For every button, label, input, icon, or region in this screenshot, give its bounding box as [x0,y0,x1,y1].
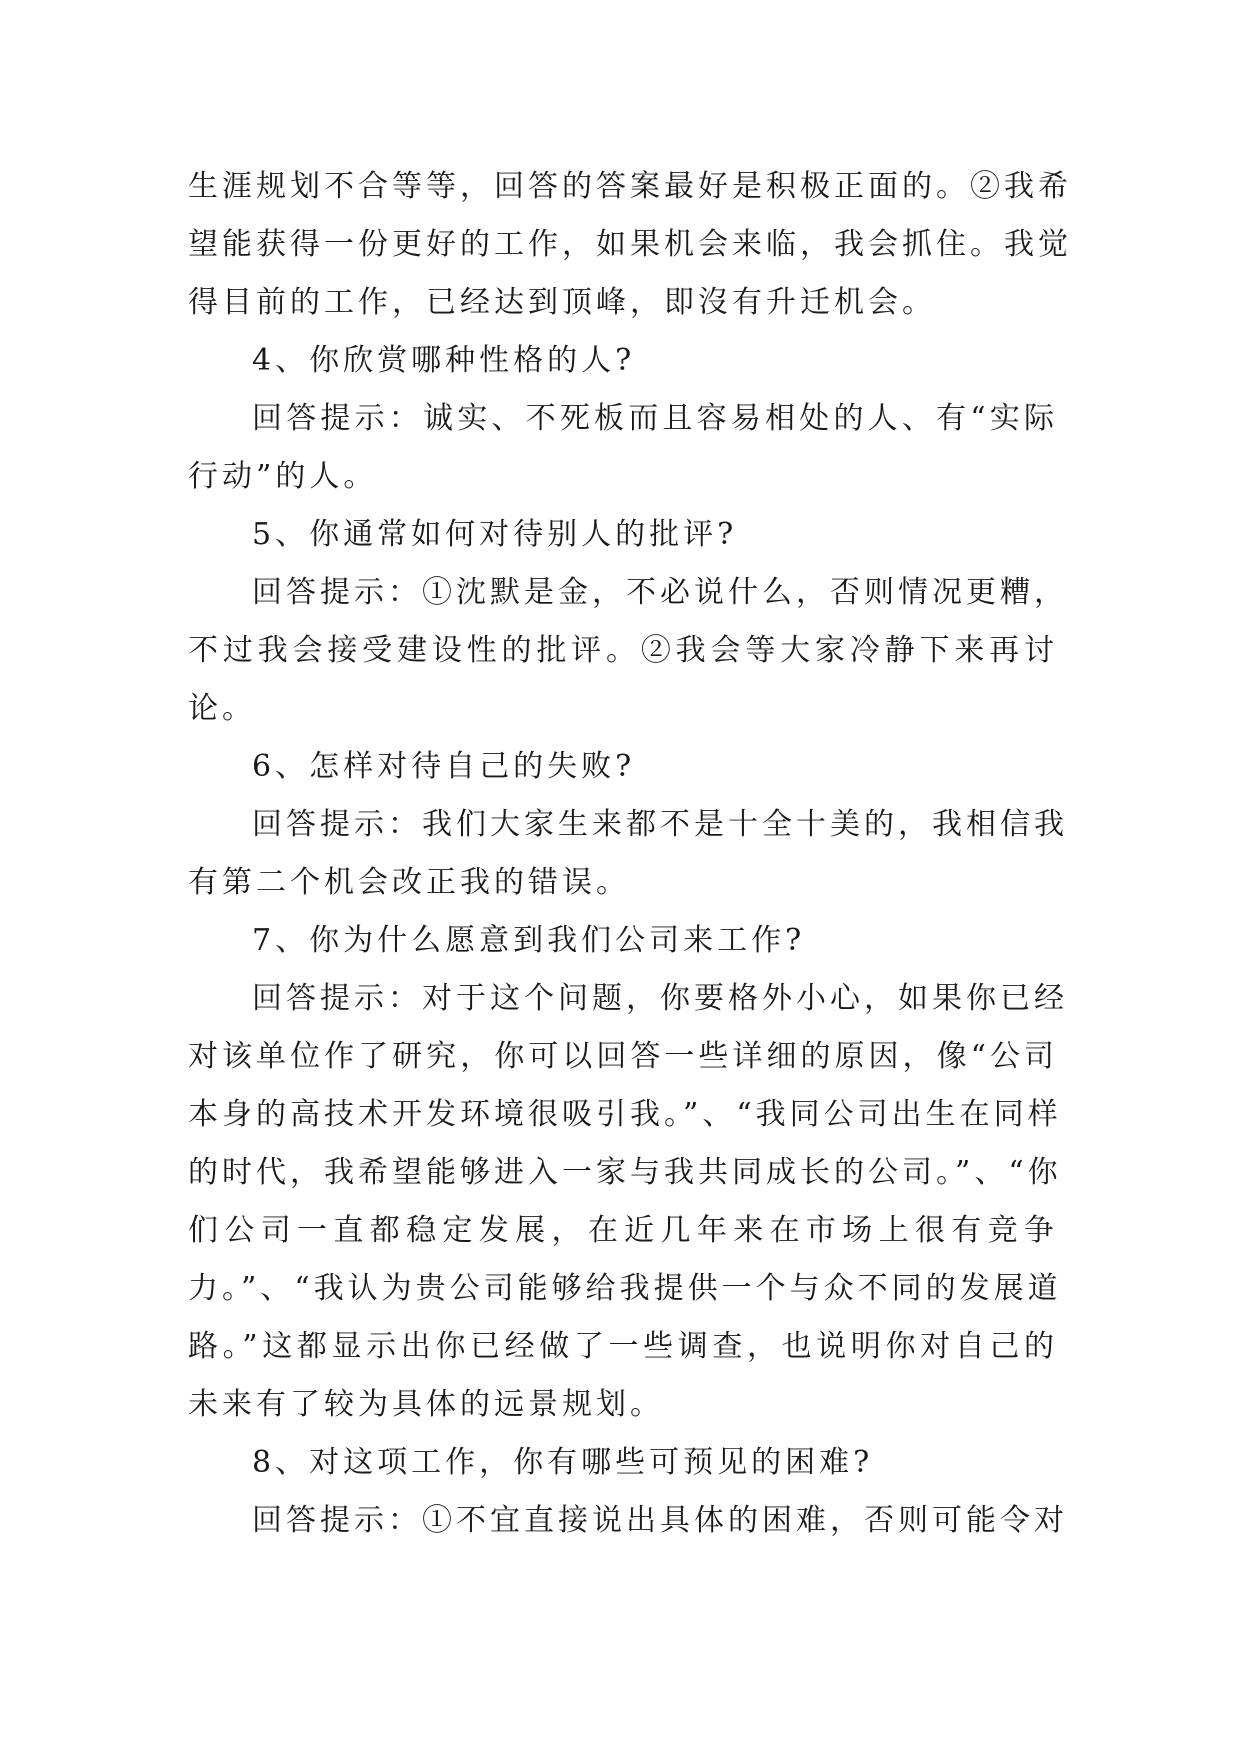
question-heading: 6、怎样对待自己的失败? [252,749,636,784]
question-heading: 4、你欣赏哪种性格的人? [252,343,636,378]
answer-line: 回答提示：我们大家生来都不是十全十美的，我相信我 [252,807,1068,842]
answer-line: 力。”、“我认为贵公司能够给我提供一个与众不同的发展道 [188,1271,1062,1306]
question-heading: 5、你通常如何对待别人的批评? [252,517,738,552]
answer-line: 对该单位作了研究，你可以回答一些详细的原因，像“公司 [188,1039,1058,1074]
paragraph-line: 生涯规划不合等等，回答的答案最好是积极正面的。②我希 [188,169,1072,204]
answer-line: 回答提示：①沈默是金，不必说什么，否则情况更糟， [252,575,1068,610]
answer-line: 路。”这都显示出你已经做了一些调查，也说明你对自己的 [188,1329,1058,1364]
document-body [188,158,1072,1550]
answer-line: 论。 [188,691,256,726]
paragraph-line: 望能获得一份更好的工作，如果机会来临，我会抓住。我觉 [188,227,1072,262]
answer-line: 不过我会接受建设性的批评。②我会等大家冷静下来再讨 [188,633,1058,668]
answer-line: 有第二个机会改正我的错误。 [188,865,630,900]
answer-line: 行动”的人。 [188,459,378,494]
answer-line: 回答提示：①不宜直接说出具体的困难，否则可能令对 [252,1503,1068,1538]
question-heading: 8、对这项工作，你有哪些可预见的困难? [252,1445,874,1480]
question-heading: 7、你为什么愿意到我们公司来工作? [252,923,806,958]
paragraph-line: 得目前的工作，已经达到顶峰，即沒有升迁机会。 [188,285,936,320]
answer-line: 未来有了较为具体的远景规划。 [188,1387,664,1422]
answer-line: 们公司一直都稳定发展，在近几年来在市场上很有竞争 [188,1213,1058,1248]
answer-line: 本身的高技术开发环境很吸引我。”、“我同公司出生在同样 [188,1097,1062,1132]
answer-line: 回答提示：诚实、不死板而且容易相处的人、有“实际 [252,401,1058,436]
answer-line: 的时代，我希望能够进入一家与我共同成长的公司。”、“你 [188,1155,1062,1190]
answer-line: 回答提示：对于这个问题，你要格外小心，如果你已经 [252,981,1068,1016]
